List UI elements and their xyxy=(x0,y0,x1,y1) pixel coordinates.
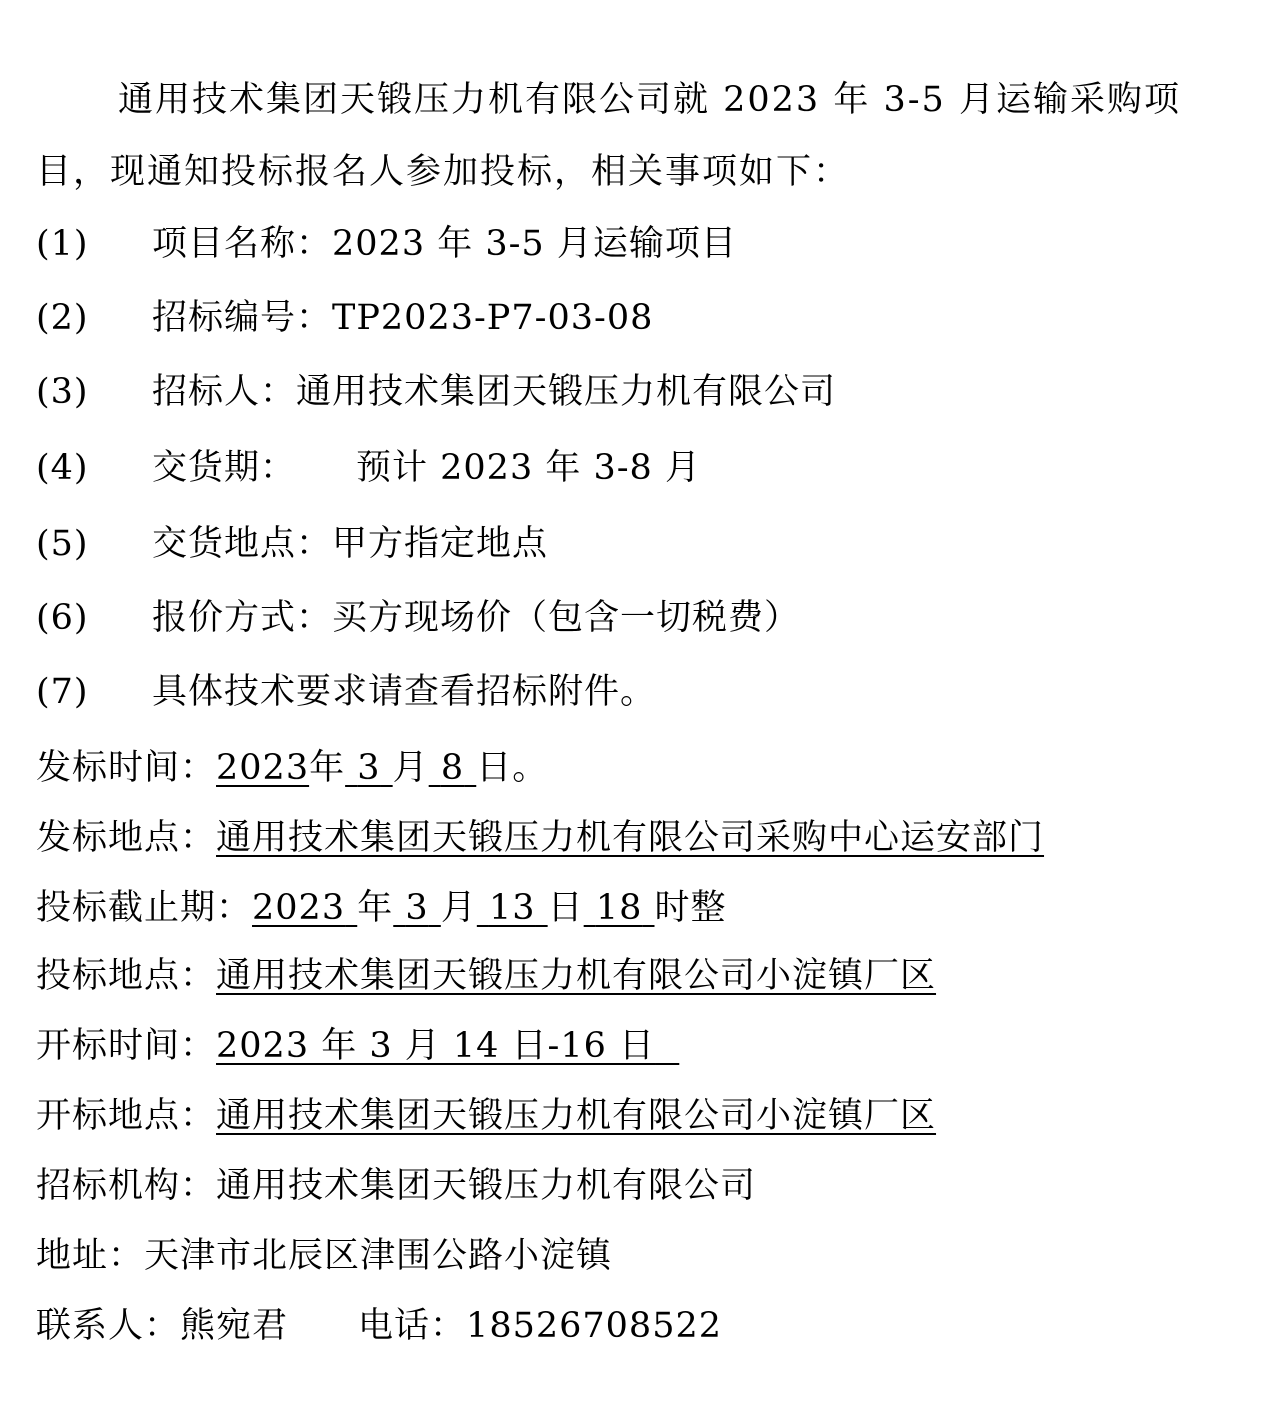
item-6 xyxy=(36,598,800,638)
item-label: 项目名称： xyxy=(152,224,333,264)
hour-unit: 时整 xyxy=(654,888,727,928)
day-unit: 日 xyxy=(547,888,584,928)
year-unit: 年 xyxy=(309,748,346,788)
hour-value: 18 xyxy=(595,888,643,928)
intro-line-2: 目，现通知投标报名人参加投标，相关事项如下： xyxy=(36,152,851,192)
item-number: (2) xyxy=(36,298,89,338)
deadline-month xyxy=(393,888,441,928)
bid-place-value: 通用技术集团天锻压力机有限公司小淀镇厂区 xyxy=(216,956,937,996)
month-value: 3 xyxy=(357,748,381,788)
item-number: (3) xyxy=(36,372,89,412)
open-time-text: 2023 年 3 月 14 日-16 日 xyxy=(216,1026,656,1066)
open-place-label: 开标地点： xyxy=(36,1096,217,1136)
issue-place-line xyxy=(36,818,1044,858)
day-value: 8 xyxy=(440,748,465,788)
item-value: TP2023-P7-03-08 xyxy=(332,298,654,338)
intro-line-1: 通用技术集团天锻压力机有限公司就 2023 年 3-5 月运输采购项 xyxy=(118,80,1181,120)
phone-label: 电话： xyxy=(358,1306,467,1346)
item-1 xyxy=(36,224,737,264)
deadline-label: 投标截止期： xyxy=(36,888,253,928)
agency-line xyxy=(36,1166,756,1206)
open-place-line xyxy=(36,1096,936,1136)
agency-value: 通用技术集团天锻压力机有限公司 xyxy=(216,1166,757,1206)
item-5 xyxy=(36,524,548,564)
deadline-day xyxy=(477,888,548,928)
address-value: 天津市北辰区津围公路小淀镇 xyxy=(144,1236,613,1276)
item-label: 招标人： xyxy=(152,372,297,412)
agency-label: 招标机构： xyxy=(36,1166,217,1206)
month-unit: 月 xyxy=(440,888,477,928)
year-unit: 年 xyxy=(357,888,394,928)
issue-time-year: 2023 xyxy=(216,748,310,788)
item-number: (4) xyxy=(36,448,89,488)
item-number: (5) xyxy=(36,524,89,564)
open-place-value: 通用技术集团天锻压力机有限公司小淀镇厂区 xyxy=(216,1096,937,1136)
day-value: 13 xyxy=(488,888,536,928)
month-value: 3 xyxy=(405,888,429,928)
item-value: 具体技术要求请查看招标附件。 xyxy=(152,672,657,712)
issue-time-month xyxy=(345,748,393,788)
item-value: 通用技术集团天锻压力机有限公司 xyxy=(296,372,837,412)
item-value: 买方现场价（包含一切税费） xyxy=(332,598,801,638)
bid-place-line xyxy=(36,956,936,996)
year-value: 2023 xyxy=(252,888,346,928)
open-time-line xyxy=(36,1026,679,1066)
item-label: 交货地点： xyxy=(152,524,333,564)
item-3 xyxy=(36,372,836,412)
item-7 xyxy=(36,672,656,712)
item-number: (1) xyxy=(36,224,89,264)
bid-place-label: 投标地点： xyxy=(36,956,217,996)
month-unit: 月 xyxy=(392,748,429,788)
item-label: 报价方式： xyxy=(152,598,333,638)
contact-name: 熊宛君 xyxy=(180,1306,289,1346)
issue-time-day xyxy=(429,748,477,788)
phone-value: 18526708522 xyxy=(466,1306,722,1346)
address-line xyxy=(36,1236,612,1276)
item-4 xyxy=(36,448,701,488)
item-value: 甲方指定地点 xyxy=(332,524,549,564)
issue-place-label: 发标地点： xyxy=(36,818,217,858)
item-label: 交货期： xyxy=(152,448,297,488)
item-label: 招标编号： xyxy=(152,298,333,338)
issue-time-label: 发标时间： xyxy=(36,748,217,788)
issue-time-line xyxy=(36,748,548,788)
item-value: 预计 2023 年 3-8 月 xyxy=(356,448,701,488)
open-time-label: 开标时间： xyxy=(36,1026,217,1066)
open-time-value xyxy=(216,1026,679,1066)
contact-line xyxy=(36,1306,722,1346)
item-number: (6) xyxy=(36,598,89,638)
day-unit: 日。 xyxy=(476,748,549,788)
item-number: (7) xyxy=(36,672,89,712)
deadline-line xyxy=(36,888,727,928)
issue-place-value: 通用技术集团天锻压力机有限公司采购中心运安部门 xyxy=(216,818,1045,858)
deadline-year xyxy=(252,888,357,928)
deadline-hour xyxy=(584,888,655,928)
item-2 xyxy=(36,298,653,338)
item-value: 2023 年 3-5 月运输项目 xyxy=(332,224,737,264)
contact-label: 联系人： xyxy=(36,1306,181,1346)
address-label: 地址： xyxy=(36,1236,145,1276)
